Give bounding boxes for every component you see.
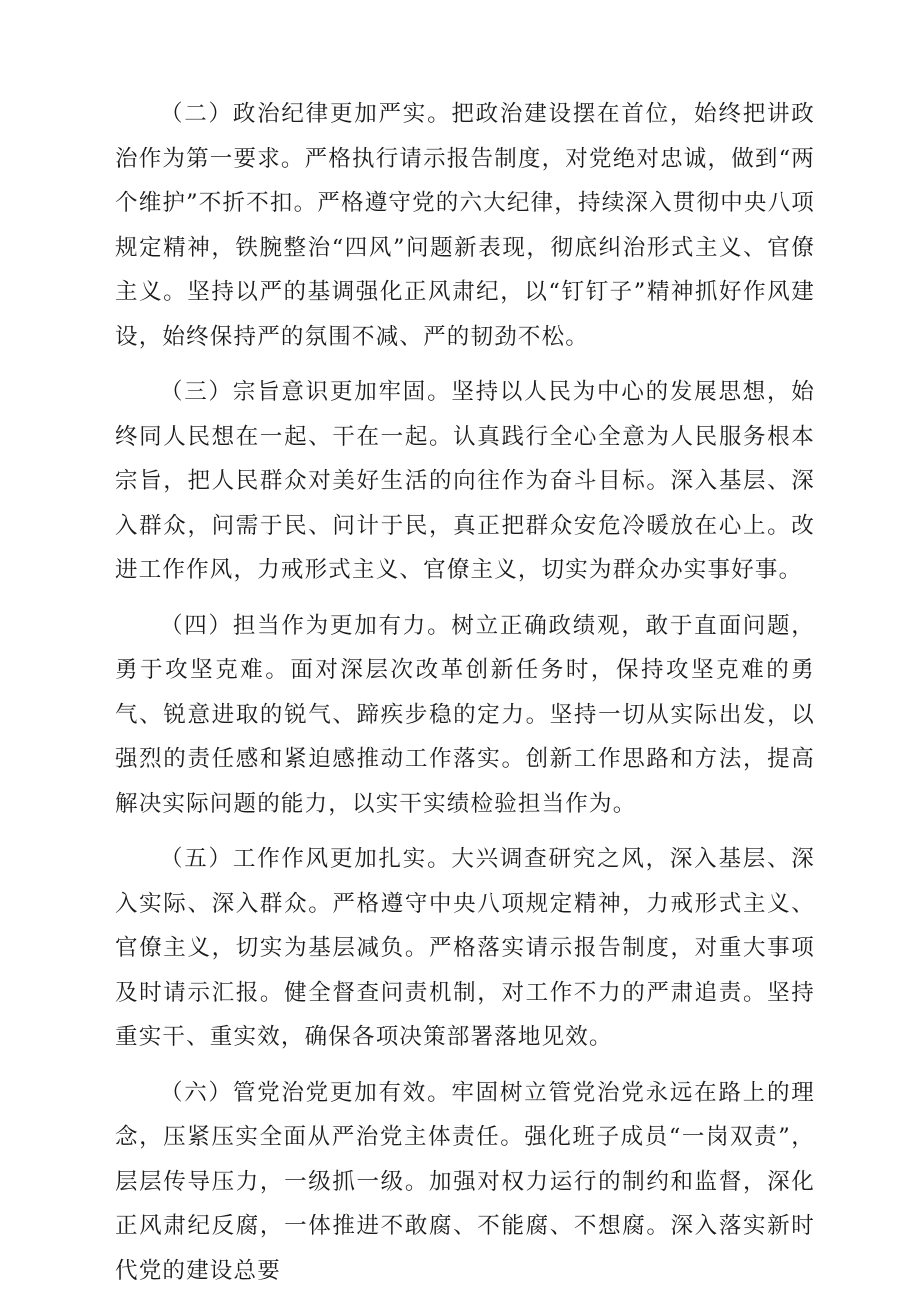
paragraph-party-governance: （六）管党治党更加有效。牢固树立管党治党永远在路上的理念，压紧压实全面从严治党主体责任。强化班子成员“一岗双责”，层层传导压力，一级抓一级。加强对权力运行的制约和监督，深化正风肃纪反腐，一体推进不敢腐、不能腐、不想腐。深入落实新时代党的建设总要 bbox=[115, 1079, 815, 1284]
paragraph-work-style: （五）工作作风更加扎实。大兴调查研究之风，深入基层、深入实际、深入群众。严格遵守中央八项规定精神，力戒形式主义、官僚主义，切实为基层减负。严格落实请示报告制度，对重大事项及时请示汇报。健全督查问责机制，对工作不力的严肃追责。坚持重实干、重实效，确保各项决策部署落地见效。 bbox=[115, 846, 815, 1050]
paragraph-purpose-awareness: （三）宗旨意识更加牢固。坚持以人民为中心的发展思想，始终同人民想在一起、干在一起。认真践行全心全意为人民服务根本宗旨，把人民群众对美好生活的向往作为奋斗目标。深入基层、深入群众，问需于民、问计于民，真正把群众安危冷暖放在心上。改进工作作风，力戒形式主义、官僚主义，切实为群众办实事好事。 bbox=[115, 379, 815, 583]
paragraph-political-discipline: （二）政治纪律更加严实。把政治建设摆在首位，始终把讲政治作为第一要求。严格执行请示报告制度，对党绝对忠诚，做到“两个维护”不折不扣。严格遵守党的六大纪律，持续深入贯彻中央八项规定精神，铁腕整治“四风”问题新表现，彻底纠治形式主义、官僚主义。坚持以严的基调强化正风肃纪，以“钉钉子”精神抓好作风建设，始终保持严的氛围不减、严的韧劲不松。 bbox=[115, 101, 816, 350]
document-body bbox=[115, 92, 815, 1293]
paragraph-responsibility: （四）担当作为更加有力。树立正确政绩观，敢于直面问题，勇于攻坚克难。面对深层次改革创新任务时，保持攻坚克难的勇气、锐意进取的锐气、蹄疾步稳的定力。坚持一切从实际出发，以强烈的责任感和紧迫感推动工作落实。创新工作思路和方法，提高解决实际问题的能力，以实干实绩检验担当作为。 bbox=[115, 612, 815, 817]
